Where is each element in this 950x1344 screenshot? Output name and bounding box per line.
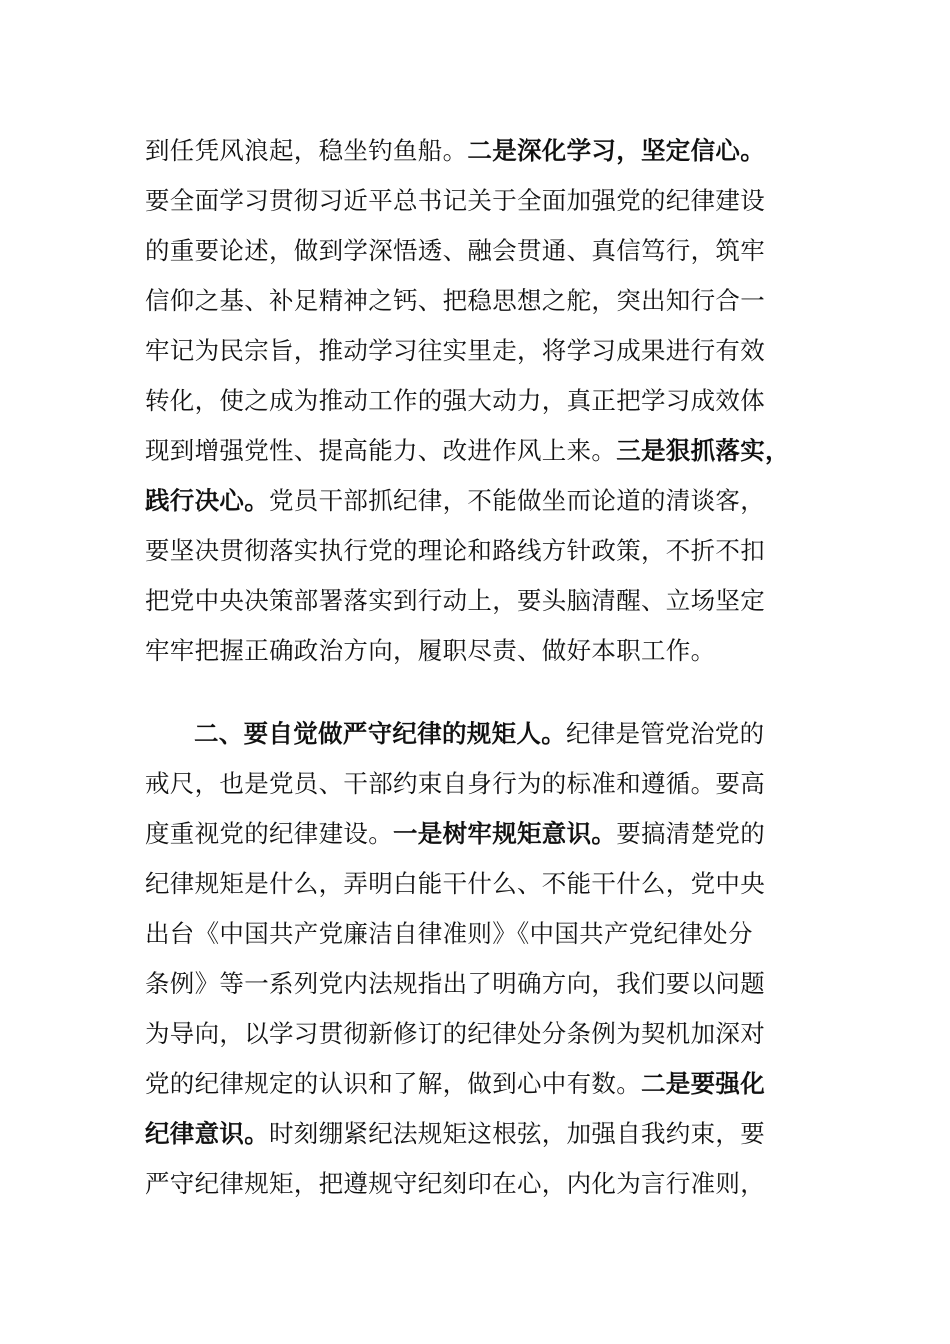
text-line	[145, 476, 825, 526]
text-line	[145, 959, 825, 1009]
body-text: 为导向，以学习贯彻新修订的纪律处分条例为契机加深对	[145, 1019, 765, 1048]
body-text: 到任凭风浪起，稳坐钓鱼船。	[145, 136, 468, 165]
text-line	[145, 1109, 825, 1159]
text-line	[145, 809, 825, 859]
text-line	[145, 426, 825, 476]
body-text: 把党中央决策部署落实到行动上，要头脑清醒、立场坚定	[145, 586, 765, 615]
text-line	[145, 326, 825, 376]
body-text: 出台《中国共产党廉洁自律准则》《中国共产党纪律处分	[145, 919, 753, 948]
body-text: 纪律是管党治党的	[566, 719, 765, 748]
body-text: 转化，使之成为推动工作的强大动力，真正把学习成效体	[145, 386, 765, 415]
paragraph-1	[145, 126, 825, 676]
text-line	[145, 176, 825, 226]
text-line	[145, 909, 825, 959]
body-text: 信仰之基、补足精神之钙、把稳思想之舵，突出知行合一	[145, 286, 765, 315]
text-line	[145, 709, 825, 759]
text-line	[145, 376, 825, 426]
bold-text: 二、要自觉做严守纪律的规矩人。	[194, 719, 566, 748]
body-text: 的重要论述，做到学深悟透、融会贯通、真信笃行，筑牢	[145, 236, 765, 265]
text-line	[145, 859, 825, 909]
text-line	[145, 526, 825, 576]
body-text: 要全面学习贯彻习近平总书记关于全面加强党的纪律建设	[145, 186, 765, 215]
body-text: 戒尺，也是党员、干部约束自身行为的标准和遵循。要高	[145, 769, 765, 798]
body-text: 纪律规矩是什么，弄明白能干什么、不能干什么，党中央	[145, 869, 765, 898]
text-line	[145, 226, 825, 276]
body-text: 严守纪律规矩，把遵规守纪刻印在心，内化为言行准则，	[145, 1169, 765, 1198]
paragraph-2	[145, 709, 825, 1209]
body-text: 牢牢把握正确政治方向，履职尽责、做好本职工作。	[145, 636, 716, 665]
text-line	[145, 1059, 825, 1109]
body-text: 党员干部抓纪律，不能做坐而论道的清谈客，	[269, 486, 765, 515]
body-text: 现到增强党性、提高能力、改进作风上来。	[145, 436, 617, 465]
body-text: 牢记为民宗旨，推动学习往实里走，将学习成果进行有效	[145, 336, 765, 365]
body-text: 时刻绷紧纪法规矩这根弦，加强自我约束，要	[269, 1119, 765, 1148]
text-line	[145, 126, 825, 176]
text-line	[145, 576, 825, 626]
text-line	[145, 1159, 825, 1209]
body-text: 党的纪律规定的认识和了解，做到心中有数。	[145, 1069, 641, 1098]
bold-text: 纪律意识。	[145, 1119, 269, 1148]
body-text: 条例》等一系列党内法规指出了明确方向，我们要以问题	[145, 969, 765, 998]
bold-text: 一是树牢规矩意识。	[393, 819, 617, 848]
text-line	[145, 276, 825, 326]
text-line	[145, 1009, 825, 1059]
body-text: 要坚决贯彻落实执行党的理论和路线方针政策，不折不扣	[145, 536, 765, 565]
bold-text: 三是狠抓落实，	[616, 436, 790, 465]
text-line	[145, 759, 825, 809]
text-line	[145, 626, 825, 676]
bold-text: 二是深化学习，坚定信心。	[467, 136, 766, 165]
body-text: 要搞清楚党的	[616, 819, 766, 848]
body-text: 度重视党的纪律建设。	[145, 819, 393, 848]
bold-text: 二是要强化	[641, 1069, 765, 1098]
bold-text: 践行决心。	[145, 486, 269, 515]
